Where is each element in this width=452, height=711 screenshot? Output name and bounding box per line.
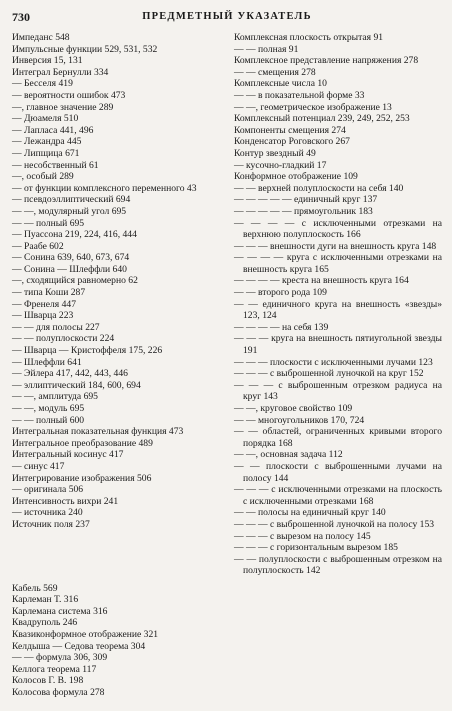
index-entry: — —, основная задача 112 [234, 449, 343, 461]
index-entry: — вероятности ошибок 473 [12, 89, 126, 101]
index-entry: — — — — креста на внешность круга 164 [234, 275, 409, 287]
index-entry: — — многоугольников 170, 724 [234, 414, 365, 426]
index-entry: — оригинала 506 [12, 484, 84, 496]
index-entry: — — второго рода 109 [234, 287, 327, 299]
index-entry: — кусочно-гладкий 17 [234, 159, 327, 171]
index-entry: Контур звездный 49 [234, 147, 316, 159]
index-entry: — источника 240 [12, 507, 83, 519]
index-entry: — — полная 91 [234, 43, 299, 55]
index-entry: Конденсатор Роговского 267 [234, 136, 350, 148]
index-entry: — — — — на себя 139 [234, 321, 329, 333]
index-entry: — синус 417 [12, 460, 65, 472]
index-entry: — — полный 695 [12, 217, 85, 229]
index-entry: Келлога теорема 117 [12, 663, 97, 675]
index-entry: Квадруполь 246 [12, 617, 78, 629]
index-entry: — —, геометрическое изображение 13 [234, 101, 392, 113]
index-columns [12, 32, 442, 698]
index-entry: — — полосы на единичный круг 140 [234, 507, 386, 519]
index-entry: Комплексное представление напряжения 278 [234, 55, 419, 67]
index-entry: — — — с вырезом на полосу 145 [234, 530, 371, 542]
index-entry: — Липщица 671 [12, 147, 80, 159]
index-entry: — —, круговое свойство 109 [234, 403, 353, 414]
index-entry: — Пуассона 219, 224, 416, 444 [12, 229, 137, 241]
index-entry: —, главное значение 289 [12, 101, 114, 113]
index-entry: — Бесселя 419 [12, 78, 73, 90]
left-column [12, 32, 220, 698]
index-entry: — — в показательной форме 33 [234, 89, 365, 101]
index-entry: — — — — круга с исключенными отрезками на внешность круга 165 [234, 252, 442, 275]
index-entry: — — — плоскости с исключенными лучами 123 [234, 356, 433, 368]
index-entry: — Френеля 447 [12, 298, 77, 310]
index-entry: — псевдоэллиптический 694 [12, 194, 131, 206]
index-entry: — — единичного круга на внешность «звезды» 123, 124 [234, 298, 442, 322]
index-entry: Компоненты смещения 274 [234, 124, 346, 136]
index-entry: — — полуплоскости 224 [12, 333, 115, 345]
index-entry: — —, модулярный угол 695 [12, 205, 127, 217]
index-entry: — Сонина — Шлеффли 640 [12, 263, 127, 275]
index-entry: Комплексная плоскость открытая 91 [234, 32, 384, 43]
index-entry: — — полуплоскости с выброшенным отрезком на полуплоскость 142 [234, 553, 442, 577]
right-column [234, 32, 442, 698]
index-entry: — Лежандра 445 [12, 136, 82, 148]
index-entry: — Шварца — Кристоффеля 175, 226 [12, 345, 163, 357]
index-entry: — — — — — прямоугольник 183 [234, 205, 373, 217]
index-entry: — несобственный 61 [12, 159, 99, 171]
index-entry: — типа Коши 287 [12, 287, 86, 299]
index-entry: —, особый 289 [12, 171, 74, 183]
index-entry: — Сонина 639, 640, 673, 674 [12, 252, 130, 264]
index-entry: Интегрирование изображения 506 [12, 472, 152, 484]
index-entry: — — полный 600 [12, 414, 85, 426]
index-entry: Интегральное преобразование 489 [12, 437, 153, 449]
index-entry: — Шварца 223 [12, 310, 74, 322]
index-entry: Колосов Г. В. 198 [12, 675, 84, 687]
page-number: 730 [12, 10, 30, 24]
index-entry: Источник поля 237 [12, 518, 90, 530]
index-entry: Комплексный потенциал 239, 249, 252, 253 [234, 113, 410, 125]
index-entry: Инверсия 15, 131 [12, 55, 83, 67]
index-entry: — от функции комплексного переменного 43 [12, 182, 197, 194]
index-entry: — — формула 306, 309 [12, 652, 108, 664]
index-entry: Конформное отображение 109 [234, 171, 358, 183]
index-entry: Карлемана система 316 [12, 605, 108, 617]
index-entry: — эллиптический 184, 600, 694 [12, 379, 141, 391]
index-entry: Квазиконформное отображение 321 [12, 628, 159, 640]
index-entry: Карлеман Т. 316 [12, 594, 79, 606]
index-entry: — — верхней полуплоскости на себя 140 [234, 182, 404, 194]
page-header [12, 10, 442, 32]
index-entry: Интенсивность вихри 241 [12, 495, 119, 507]
index-entry: — —, модуль 695 [12, 403, 85, 414]
index-entry: — — — круга на внешность пятиугольной звезды 191 [234, 333, 442, 357]
index-entry: — — — с горизонтальным вырезом 185 [234, 542, 398, 554]
index-entry: — — для полосы 227 [12, 321, 100, 333]
index-entry: — — — — — единичный круг 137 [234, 194, 378, 206]
index-entry: — — смещения 278 [234, 66, 316, 78]
index-entry: — — областей, ограниченных кривыми второго порядка 168 [234, 426, 442, 449]
index-entry: Келдыша — Седова теорема 304 [12, 640, 146, 652]
index-entry: — —, амплитуда 695 [12, 391, 98, 403]
index-entry: — Дюамеля 510 [12, 113, 79, 125]
index-entry: Импульсные функции 529, 531, 532 [12, 43, 158, 55]
index-entry: — Эйлера 417, 442, 443, 446 [12, 368, 128, 380]
index-entry: Интегральный косинус 417 [12, 449, 124, 461]
index-entry: — — — с исключенными отрезками на плоскость с исключенными отрезками 168 [234, 484, 442, 507]
index-entry: —, сходящийся равномерно 62 [12, 275, 138, 287]
index-entry: — — — с выброшенной луночкой на круг 152 [234, 368, 424, 380]
index-entry: — — плоскости с выброшенными лучами на полосу 144 [234, 460, 442, 484]
index-entry: — Раабе 602 [12, 240, 64, 252]
index-entry: — — — с выброшенным отрезком радиуса на круг 143 [234, 379, 442, 403]
section-gap [12, 531, 220, 583]
index-entry: Интеграл Бернулли 334 [12, 66, 109, 78]
index-entry: Колосова формула 278 [12, 686, 105, 698]
index-entry: Интегральная показательная функция 473 [12, 426, 184, 438]
running-head: ПРЕДМЕТНЫЙ УКАЗАТЕЛЬ [142, 11, 312, 22]
index-entry: — — — с выброшенной луночкой на полосу 153 [234, 518, 435, 530]
index-entry: Комплексные числа 10 [234, 78, 327, 90]
index-entry: — Лапласа 441, 496 [12, 124, 94, 136]
index-entry: Импеданс 548 [12, 32, 70, 43]
index-entry: — — — внешности дуги на внешность круга 148 [234, 240, 437, 252]
index-entry: — Шлеффли 641 [12, 356, 82, 368]
index-entry: — — — — с исключенными отрезками на верхнюю полуплоскость 166 [234, 217, 442, 241]
index-entry: Кабель 569 [12, 582, 58, 594]
